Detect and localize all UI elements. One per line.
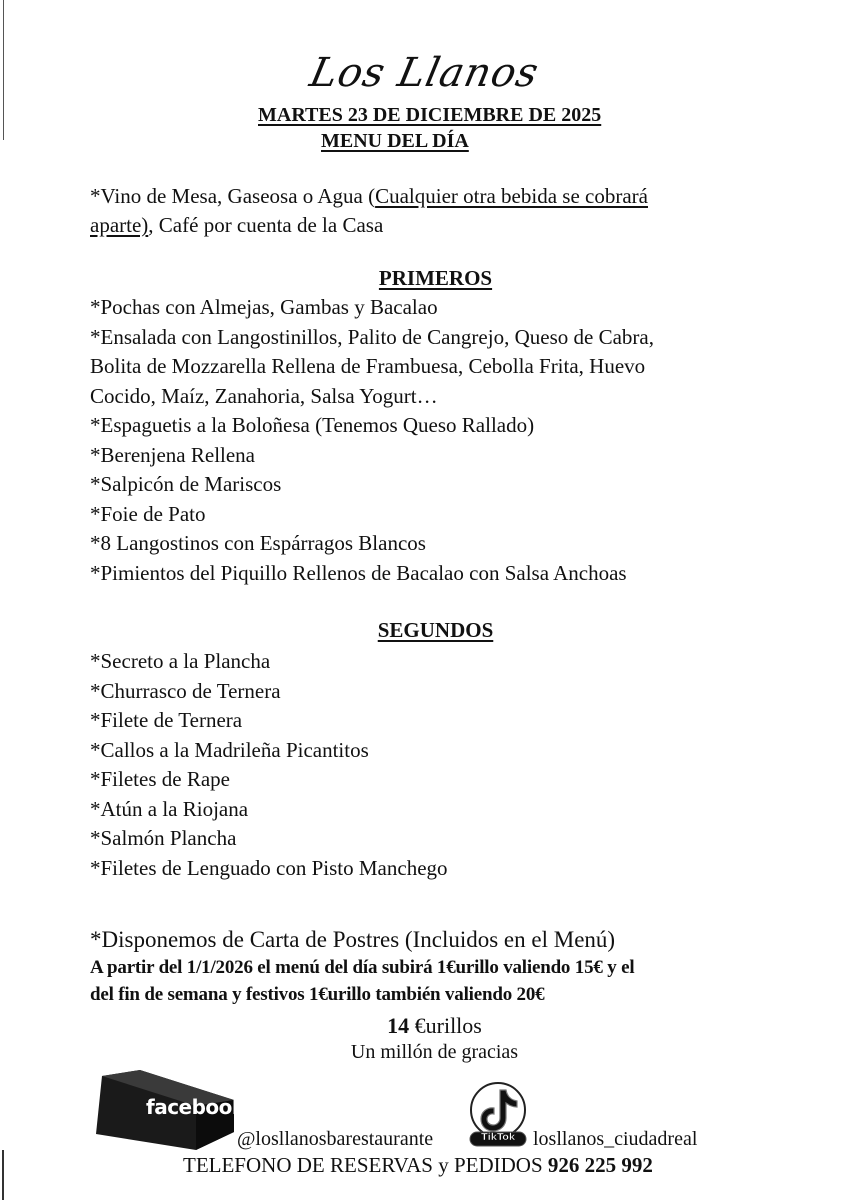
tiktok-handle: losllanos_ciudadreal	[533, 1128, 698, 1150]
list-item: *Secreto a la Plancha	[90, 649, 271, 673]
section-primeros	[0, 266, 849, 291]
list-item: *8 Langostinos con Espárragos Blancos	[90, 531, 426, 555]
list-item: Bolita de Mozzarella Rellena de Frambuesa, Cebolla Frita, Huevo	[90, 354, 646, 378]
section-heading: PRIMEROS	[378, 266, 493, 290]
list-item: *Churrasco de Ternera	[90, 678, 281, 703]
menu-date: MARTES 23 DE DICIEMBRE DE 2025	[258, 104, 602, 126]
list-item: *Atún a la Riojana	[90, 796, 249, 821]
tiktok-label: TikTok	[480, 1132, 516, 1143]
phone-line	[183, 1153, 653, 1178]
primeros-list	[90, 293, 654, 588]
drinks-line-1	[90, 182, 648, 210]
section-segundos	[0, 618, 849, 643]
list-item: *Salpicón de Mariscos	[90, 472, 282, 496]
price-notice-line-1: A partir del 1/1/2026 el menú del día subirá 1€urillo valiendo 15€ y el	[90, 957, 635, 978]
drinks-text: *Vino de Mesa, Gaseosa o Agua (	[90, 184, 376, 208]
scan-edge	[2, 1150, 4, 1200]
list-item: *Ensalada con Langostinillos, Palito de Cangrejo, Queso de Cabra,	[90, 324, 654, 349]
list-item: *Pimientos del Piquillo Rellenos de Bacalao con Salsa Anchoas	[90, 560, 627, 585]
price-notice-line-2: del fin de semana y festivos 1€urillo también valiendo 20€	[90, 984, 545, 1005]
list-item: Cocido, Maíz, Zanahoria, Salsa Yogurt…	[90, 383, 438, 408]
list-item: *Berenjena Rellena	[90, 442, 256, 467]
drinks-note: aparte)	[90, 213, 149, 237]
facebook-label: facebook	[146, 1095, 245, 1119]
list-item: *Filete de Ternera	[90, 708, 243, 732]
drinks-text: , Café por cuenta de la Casa	[148, 213, 384, 237]
phone-number: 926 225 992	[547, 1153, 653, 1177]
price-unit: €urillos	[409, 1013, 482, 1038]
section-heading: SEGUNDOS	[377, 618, 494, 642]
desserts-note: *Disponemos de Carta de Postres (Incluidos en el Menú)	[90, 927, 616, 952]
list-item: *Pochas con Almejas, Gambas y Bacalao	[90, 295, 438, 319]
list-item: *Foie de Pato	[90, 501, 206, 526]
list-item: *Filetes de Rape	[90, 767, 230, 791]
restaurant-logo: Los Llanos	[305, 50, 544, 96]
price-number: 14	[387, 1013, 410, 1038]
drinks-note: Cualquier otra bebida se cobrará	[375, 184, 648, 208]
list-item: *Salmón Plancha	[90, 826, 237, 850]
thanks-text: Un millón de gracias	[350, 1041, 519, 1063]
drinks-line-2	[90, 211, 383, 239]
menu-title: MENU DEL DÍA	[321, 130, 469, 152]
segundos-list	[90, 647, 448, 883]
menu-price	[0, 1013, 849, 1039]
list-item: *Callos a la Madrileña Picantitos	[90, 737, 369, 762]
list-item: *Espaguetis a la Boloñesa (Tenemos Queso Rallado)	[90, 413, 535, 437]
list-item: *Filetes de Lenguado con Pisto Manchego	[90, 855, 448, 880]
facebook-handle: @losllanosbarestaurante	[237, 1128, 434, 1150]
phone-label: TELEFONO DE RESERVAS y PEDIDOS	[183, 1153, 548, 1177]
